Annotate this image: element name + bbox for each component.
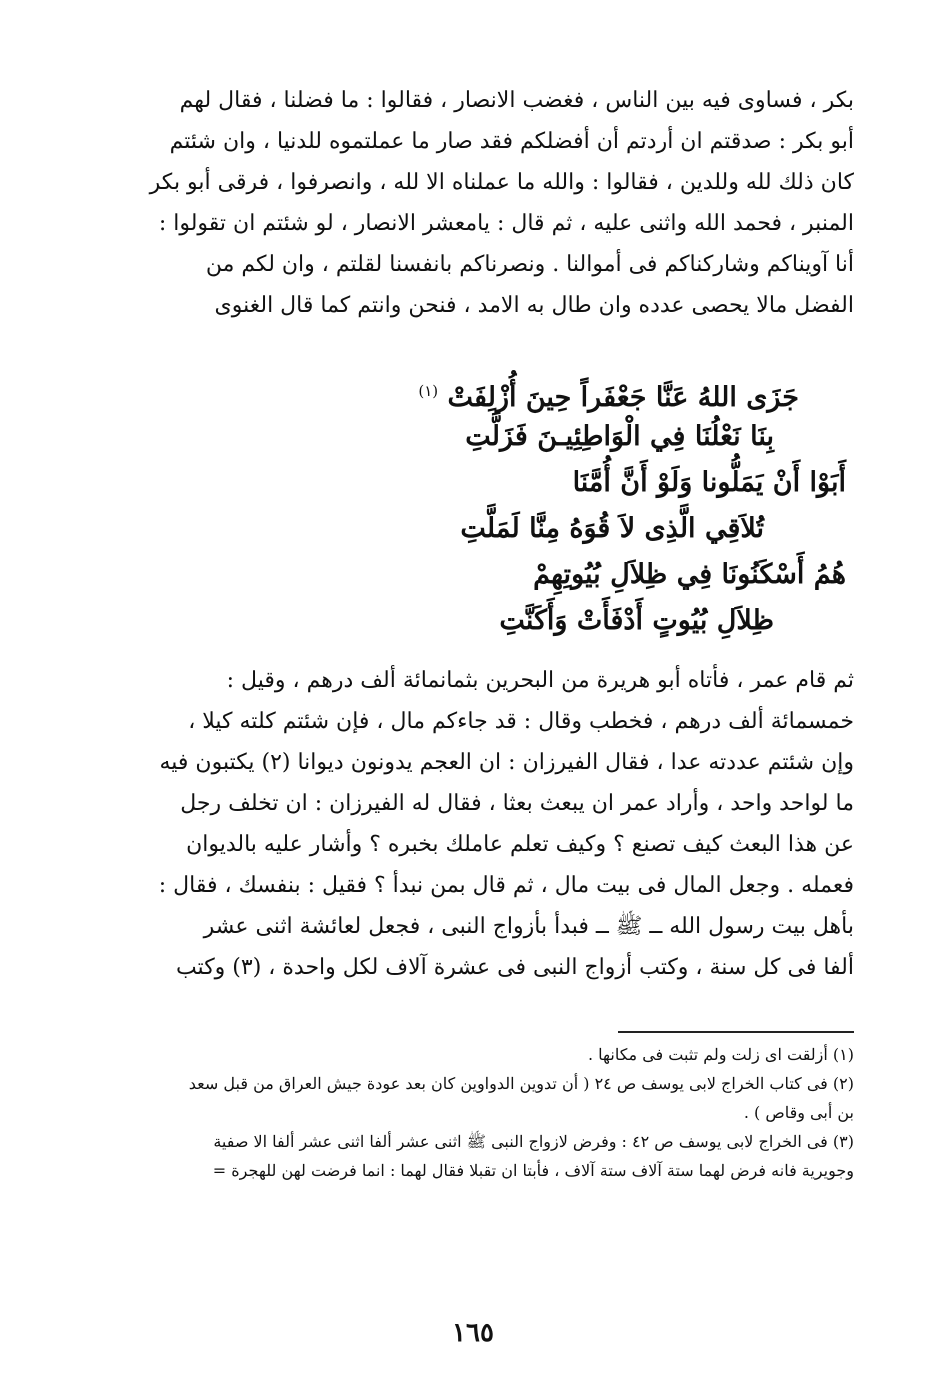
footnote: (١) أزلقت اى زلت ولم تثبت فى مكانها . — [587, 1045, 854, 1064]
text-line: الفضل مالا يحصى عدده وان طال به الامد ، فنحن وانتم كما قال الغنوى — [214, 293, 854, 318]
text-line: المنبر ، فحمد الله واثنى عليه ، ثم قال : يامعشر الانصار ، لو شئتم ان تقولوا : — [158, 211, 854, 236]
text-line: بكر ، فساوى فيه بين الناس ، فغضب الانصار ، فقالوا : ما فضلنا ، فقال لهم — [179, 88, 854, 113]
footnote: (٣) فى الخراج لابى يوسف ص ٤٢ : وفرض لازواج النبى ﷺ اثنى عشر ألفا اثنى عشر ألفا الا صفية — [213, 1132, 854, 1151]
text-line: ما لواحد واحد ، وأراد عمر ان يبعث بعثا ، فقال له الفيرزان : ان تخلف رجل — [180, 791, 854, 816]
footnote: وجويرية فانه فرض لهما ستة آلاف ستة آلاف ، فأبتا ان تقبلا فقال لهما : انما فرضت لهن للهجرة = — [212, 1161, 854, 1180]
footnote: (٢) فى كتاب الخراج لابى يوسف ص ٢٤ ( أن تدوين الدواوين كان بعد عودة جيش العراق من قبل سعد — [188, 1074, 854, 1093]
poem-verse — [148, 506, 854, 552]
footnote: بن أبى وقاص ) . — [743, 1103, 854, 1122]
poem-verse-text: جَزَى اللهُ عَنَّا جَعْفَراً حِينَ أُزْلِفَتْ — [447, 382, 799, 413]
text-line: بأهل بيت رسول الله ــ ﷺ ــ فبدأ بأزواج النبى ، فجعل لعائشة اثنى عشر — [203, 914, 854, 939]
poem-verse — [148, 368, 854, 414]
paragraph-1 — [148, 80, 854, 326]
text-line: ألفا فى كل سنة ، وكتب أزواج النبى فى عشرة آلاف لكل واحدة ، (٣) وكتب — [175, 955, 854, 980]
poem — [148, 368, 854, 644]
footnote-marker: (١) — [418, 382, 439, 400]
text-line: أنا آويناكم وشاركناكم فى أموالنا . ونصرناكم بانفسنا لقلتم ، وان لكم من — [205, 252, 854, 277]
poem-verse — [148, 460, 854, 506]
poem-verse — [148, 552, 854, 598]
text-line: وإن شئتم عددته عدا ، فقال الفيرزان : ان العجم يدونون ديوانا (٢) يكتبون فيه — [159, 750, 854, 775]
footnotes — [148, 1040, 854, 1185]
text-line: ثم قام عمر ، فأتاه أبو هريرة من البحرين بثمانمائة ألف درهم ، وقيل : — [226, 668, 854, 693]
poem-verse-text: تُلاَقِي الَّذِى لاَ قُوَهُ مِنَّا لَمَلَّتِ — [460, 513, 764, 544]
poem-verse — [148, 414, 854, 460]
poem-verse-text: أَبَوْا أَنْ يَمَلُّونا وَلَوْ أَنَّ أُمَّنَا — [572, 467, 846, 498]
poem-verse-text: بِنَا نَعْلُنَا فِي الْوَاطِئِيـنَ فَزَلَّتِ — [465, 421, 774, 452]
footnote-separator — [618, 1031, 854, 1033]
page-number: ١٦٥ — [452, 1318, 494, 1348]
text-line: كان ذلك لله وللدين ، فقالوا : والله ما عملناه الا لله ، وانصرفوا ، فرقى أبو بكر — [149, 170, 854, 195]
poem-verse — [148, 598, 854, 644]
text-line: عن هذا البعث كيف تصنع ؟ وكيف تعلم عاملك بخبره ؟ وأشار عليه بالديوان — [186, 832, 854, 857]
paragraph-2 — [148, 660, 854, 988]
text-line: فعمله . وجعل المال فى بيت مال ، ثم قال بمن نبدأ ؟ فقيل : بنفسك ، فقال : — [158, 873, 854, 898]
poem-verse-text: ظِلاَلِ بُيُوتٍ أَدْفَأَتْ وَأَكَنَّتِ — [499, 605, 774, 636]
poem-verse-text: هُمُ أَسْكَنُونَا فِي ظِلاَلِ بُيُوتِهِمْ — [533, 559, 846, 590]
text-line: أبو بكر : صدقتم ان أردتم أن أفضلكم فقد صار ما عملتموه للدنيا ، وان شئتم — [169, 129, 854, 154]
text-line: خمسمائة ألف درهم ، فخطب وقال : قد جاءكم مال ، فإن شئتم كلته كيلا ، — [188, 709, 854, 734]
